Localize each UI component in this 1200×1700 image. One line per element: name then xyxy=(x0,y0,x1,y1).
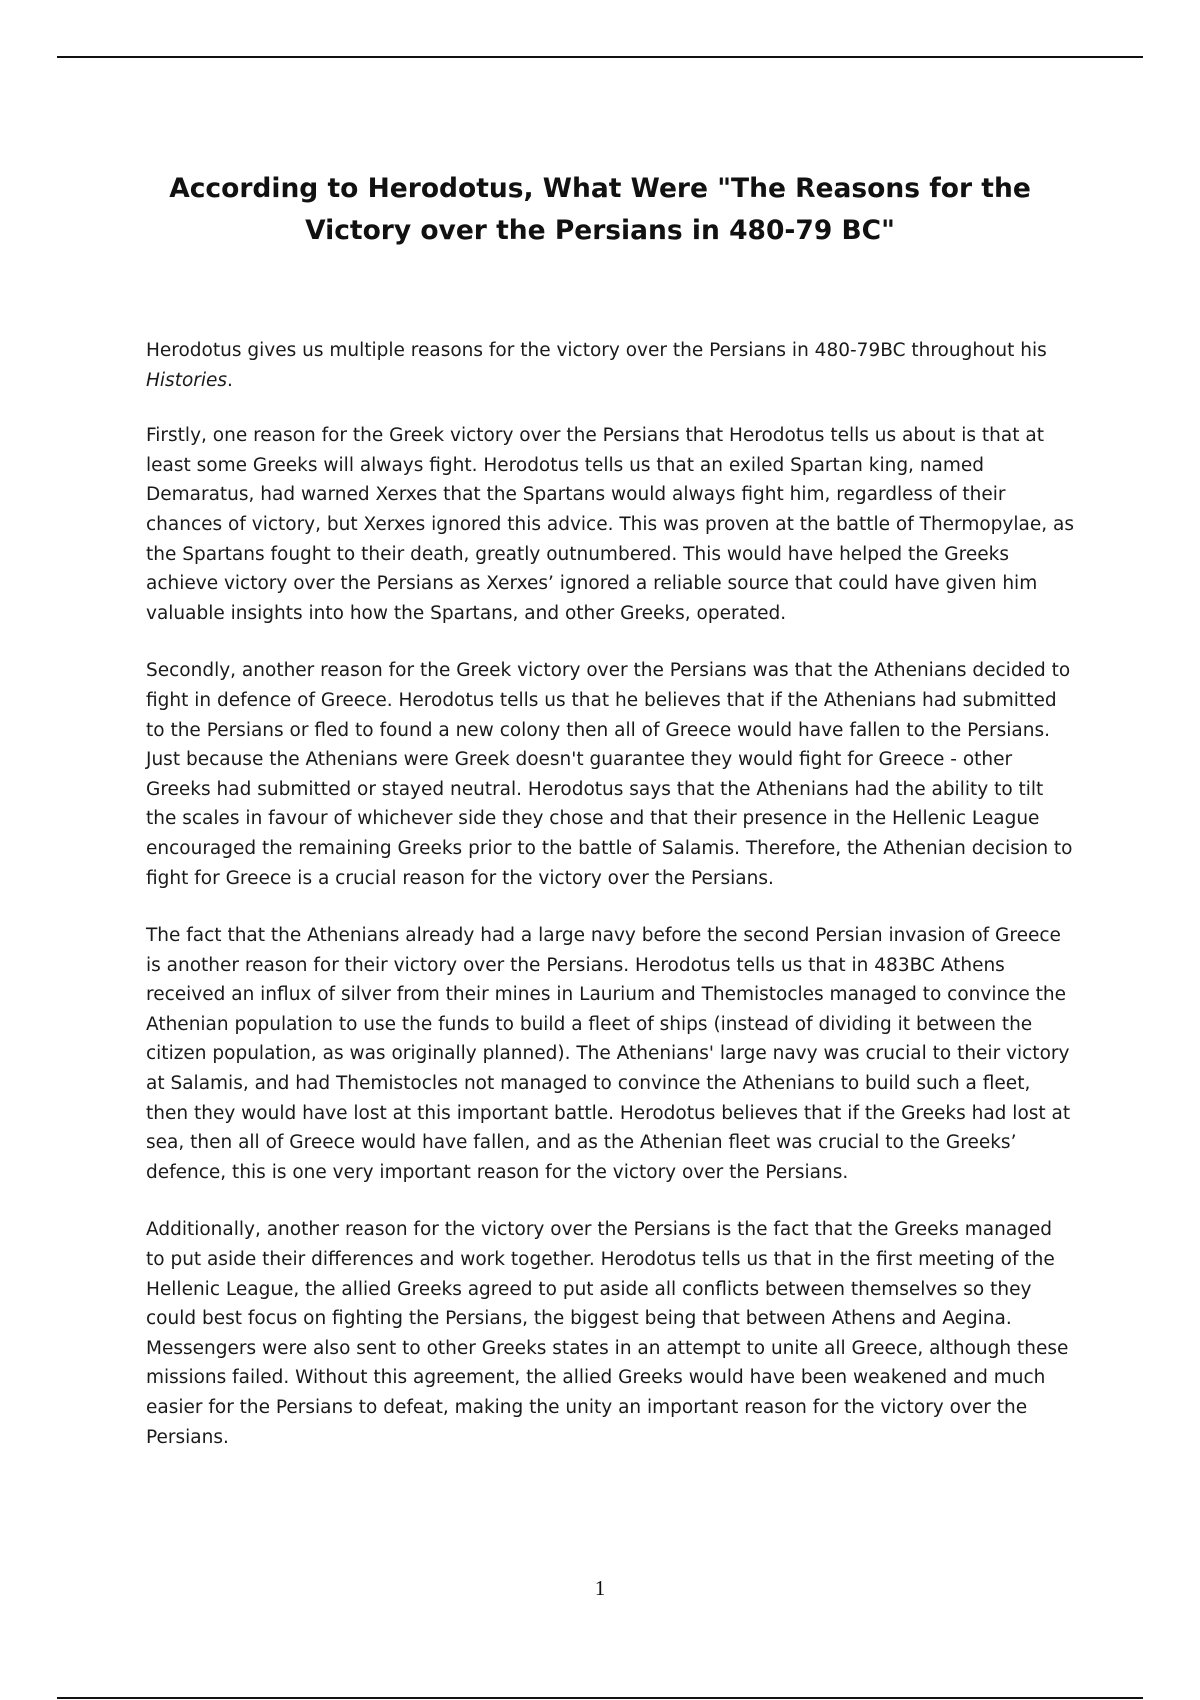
histories-title: Histories xyxy=(146,369,228,391)
footer-rule xyxy=(57,1697,1143,1699)
page-number: 1 xyxy=(594,1576,606,1600)
paragraph-greek-unity: Additionally, another reason for the victory over the Persians is the fact that the Greeks managed to put aside their differences and work together. Herodotus tells us that in the first meeting of the Hellenic League, the allied Greeks agreed to put aside all conflicts between themselves so they could best focus on fighting the Persians, the biggest being that between Athens and Aegina. Messengers were also sent to other Greeks states in an attempt to unite all Greece, although these missions failed. Without this agreement, the allied Greeks would have been weakened and much easier for the Persians to defeat, making the unity an important reason for the victory over the Persians. xyxy=(146,1219,1069,1448)
intro-end: . xyxy=(227,369,233,391)
paragraph-spartans: Firstly, one reason for the Greek victory over the Persians that Herodotus tells us about is that at least some Greeks will always fight. Herodotus tells us that an exiled Spartan king, named Demaratus, had warned Xerxes that the Spartans would always fight him, regardless of their chances of victory, but Xerxes ignored this advice. This was proven at the battle of Thermopylae, as the Spartans fought to their death, greatly outnumbered. This would have helped the Greeks achieve victory over the Persians as Xerxes’ ignored a reliable source that could have given him valuable insights into how the Spartans, and other Greeks, operated. xyxy=(146,425,1074,624)
header-rule xyxy=(57,56,1143,58)
paragraph-athenian-decision: Secondly, another reason for the Greek victory over the Persians was that the Athenians decided to fight in defence of Greece. Herodotus tells us that he believes that if the Athenians had submitted to the Persians or fled to found a new colony then all of Greece would have fallen to the Persians. Just because the Athenians were Greek doesn't guarantee they would fight for Greece - other Greeks had submitted or stayed neutral. Herodotus says that the Athenians had the ability to tilt the scales in favour of whichever side they chose and that their presence in the Hellenic League encouraged the remaining Greeks prior to the battle of Salamis. Therefore, the Athenian decision to fight for Greece is a crucial reason for the victory over the Persians. xyxy=(146,660,1073,889)
intro-text: Herodotus gives us multiple reasons for the victory over the Persians in 480-79BC throughout his xyxy=(146,340,1047,361)
page-title: According to Herodotus, What Were "The Reasons for the Victory over the Persians in 480-79 BC" xyxy=(169,173,1031,246)
paragraph-athenian-navy: The fact that the Athenians already had a large navy before the second Persian invasion of Greece is another reason for their victory over the Persians. Herodotus tells us that in 483BC Athens received an influx of silver from their mines in Laurium and Themistocles managed to convince the Athenian population to use the funds to build a fleet of ships (instead of dividing it between the citizen population, as was originally planned). The Athenians' large navy was crucial to their victory at Salamis, and had Themistocles not managed to convince the Athenians to build such a fleet, then they would have lost at this important battle. Herodotus believes that if the Greeks had lost at sea, then all of Greece would have fallen, and as the Athenian fleet was crucial to the Greeks’ defence, this is one very important reason for the victory over the Persians. xyxy=(146,925,1071,1183)
document-body xyxy=(146,336,1076,1480)
intro-paragraph xyxy=(146,336,1076,395)
